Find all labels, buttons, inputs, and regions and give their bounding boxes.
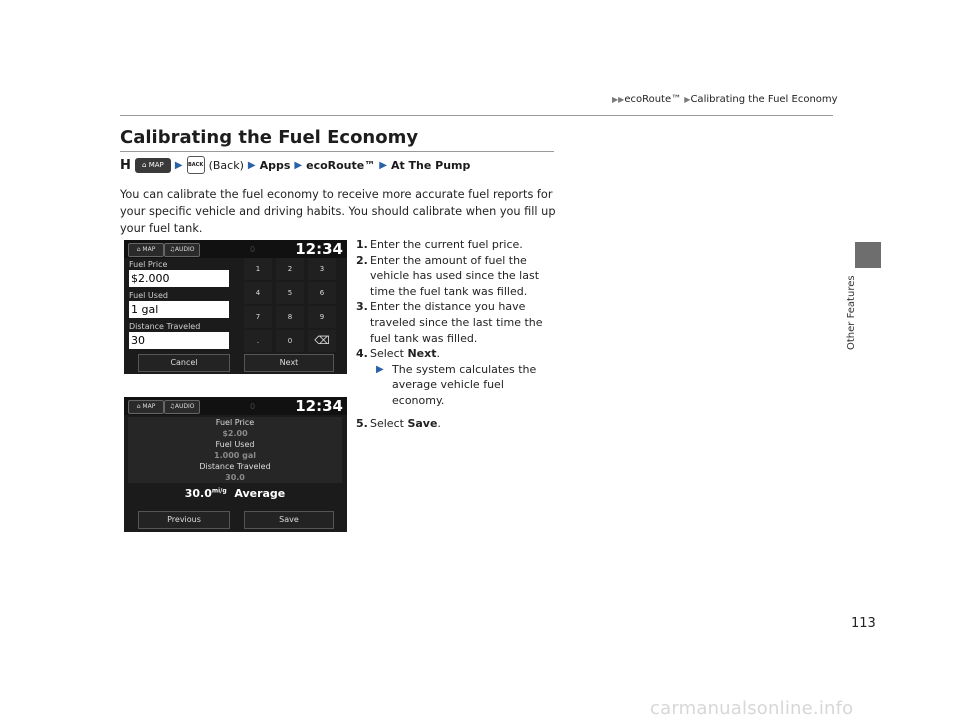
triangle-icon: ▶ (684, 95, 691, 104)
arrow-icon: ▶ (294, 159, 303, 171)
audio-button[interactable]: ♫AUDIO (164, 400, 200, 414)
intro-paragraph: You can calibrate the fuel economy to receive more accurate fuel reports for your specific vehicle and driving habits. You should calibrate when you fill up your fuel tank. (120, 188, 556, 235)
header-rule (120, 115, 833, 116)
clock: 12:34 (295, 240, 343, 258)
calibration-entry-screen (124, 240, 347, 374)
back-icon: BACK (187, 156, 205, 174)
fuel-used-value: 1.000 gal (214, 451, 256, 460)
keypad-key[interactable]: 2 (276, 258, 304, 280)
step-item: 4. Select Next. (356, 347, 440, 361)
distance-field[interactable]: 30 (129, 332, 229, 349)
keypad-key[interactable]: 7 (244, 306, 272, 328)
triangle-icon: ▶▶ (612, 95, 625, 104)
audio-button[interactable]: ♫AUDIO (164, 243, 200, 257)
keypad-key[interactable]: . (244, 330, 272, 352)
keypad-key[interactable]: 6 (308, 282, 336, 304)
fuel-used-label: Fuel Used (215, 440, 255, 449)
keypad-key[interactable]: 0 (276, 330, 304, 352)
chapter-tab[interactable] (855, 242, 881, 268)
nav-apps: Apps (259, 158, 291, 172)
page-number: 113 (851, 616, 876, 631)
fuel-price-value: $2.00 (222, 429, 248, 438)
keypad-key[interactable]: 3 (308, 258, 336, 280)
average-readout (124, 487, 346, 500)
distance-label: Distance Traveled (199, 462, 271, 471)
keypad-key[interactable]: 4 (244, 282, 272, 304)
fuel-used-label: Fuel Used (129, 291, 168, 300)
fuel-price-field[interactable]: $2.000 (129, 270, 229, 287)
nav-back-label: (Back) (208, 158, 244, 172)
step-list (356, 237, 556, 431)
map-button[interactable]: ⌂ MAP (128, 400, 164, 414)
average-unit: mi/g (211, 487, 227, 495)
arrow-icon: ▶ (379, 159, 387, 171)
clock: 12:34 (295, 397, 343, 415)
arrow-icon: ▶ (174, 159, 183, 171)
summary-panel (128, 417, 342, 483)
step-item: 1. Enter the current fuel price. (356, 238, 523, 251)
distance-label: Distance Traveled (129, 322, 201, 331)
previous-button[interactable]: Previous (138, 511, 230, 529)
calibration-summary-screen (124, 397, 347, 532)
breadcrumb-item[interactable]: Calibrating the Fuel Economy (690, 94, 838, 105)
distance-value: 30.0 (225, 473, 245, 482)
arrow-icon: ▶ (247, 159, 256, 171)
map-button-icon: ⌂ MAP (135, 158, 171, 173)
chapter-label: Other Features (846, 275, 857, 350)
step-item: 3. Enter the distance you have traveled since the last time the fuel tank was filled. (356, 300, 543, 345)
average-value: 30.0 (184, 487, 212, 500)
fuel-price-label: Fuel Price (215, 418, 255, 427)
next-button[interactable]: Next (244, 354, 334, 372)
title-rule (120, 151, 554, 152)
nav-ecoroute: ecoRoute™ (306, 158, 376, 172)
home-icon: H (120, 157, 131, 173)
nav-at-the-pump: At The Pump (390, 158, 471, 172)
step-result: ▶ The system calculates the average vehicle fuel economy. (376, 362, 537, 407)
cancel-button[interactable]: Cancel (138, 354, 230, 372)
watermark: carmanualsonline.info (650, 698, 854, 719)
navigation-path (120, 156, 470, 174)
average-label: Average (234, 487, 286, 500)
breadcrumb (612, 94, 838, 105)
keypad-key[interactable]: 1 (244, 258, 272, 280)
step-item: 5. Select Save. (356, 416, 441, 430)
save-button[interactable]: Save (244, 511, 334, 529)
fuel-price-label: Fuel Price (129, 260, 168, 269)
status-indicator: 0 (250, 402, 256, 411)
breadcrumb-item[interactable]: ecoRoute™ (624, 94, 682, 105)
keypad-key[interactable]: 8 (276, 306, 304, 328)
arrow-icon: ▶ (376, 363, 384, 375)
step-item: 2. Enter the amount of fuel the vehicle has used since the last time the fuel tank was filled. (356, 253, 540, 298)
backspace-icon[interactable]: ⌫ (308, 330, 336, 352)
fuel-used-field[interactable]: 1 gal (129, 301, 229, 318)
page-title: Calibrating the Fuel Economy (120, 127, 419, 148)
keypad-key[interactable]: 5 (276, 282, 304, 304)
status-indicator: 0 (250, 245, 256, 254)
keypad-key[interactable]: 9 (308, 306, 336, 328)
map-button[interactable]: ⌂ MAP (128, 243, 164, 257)
